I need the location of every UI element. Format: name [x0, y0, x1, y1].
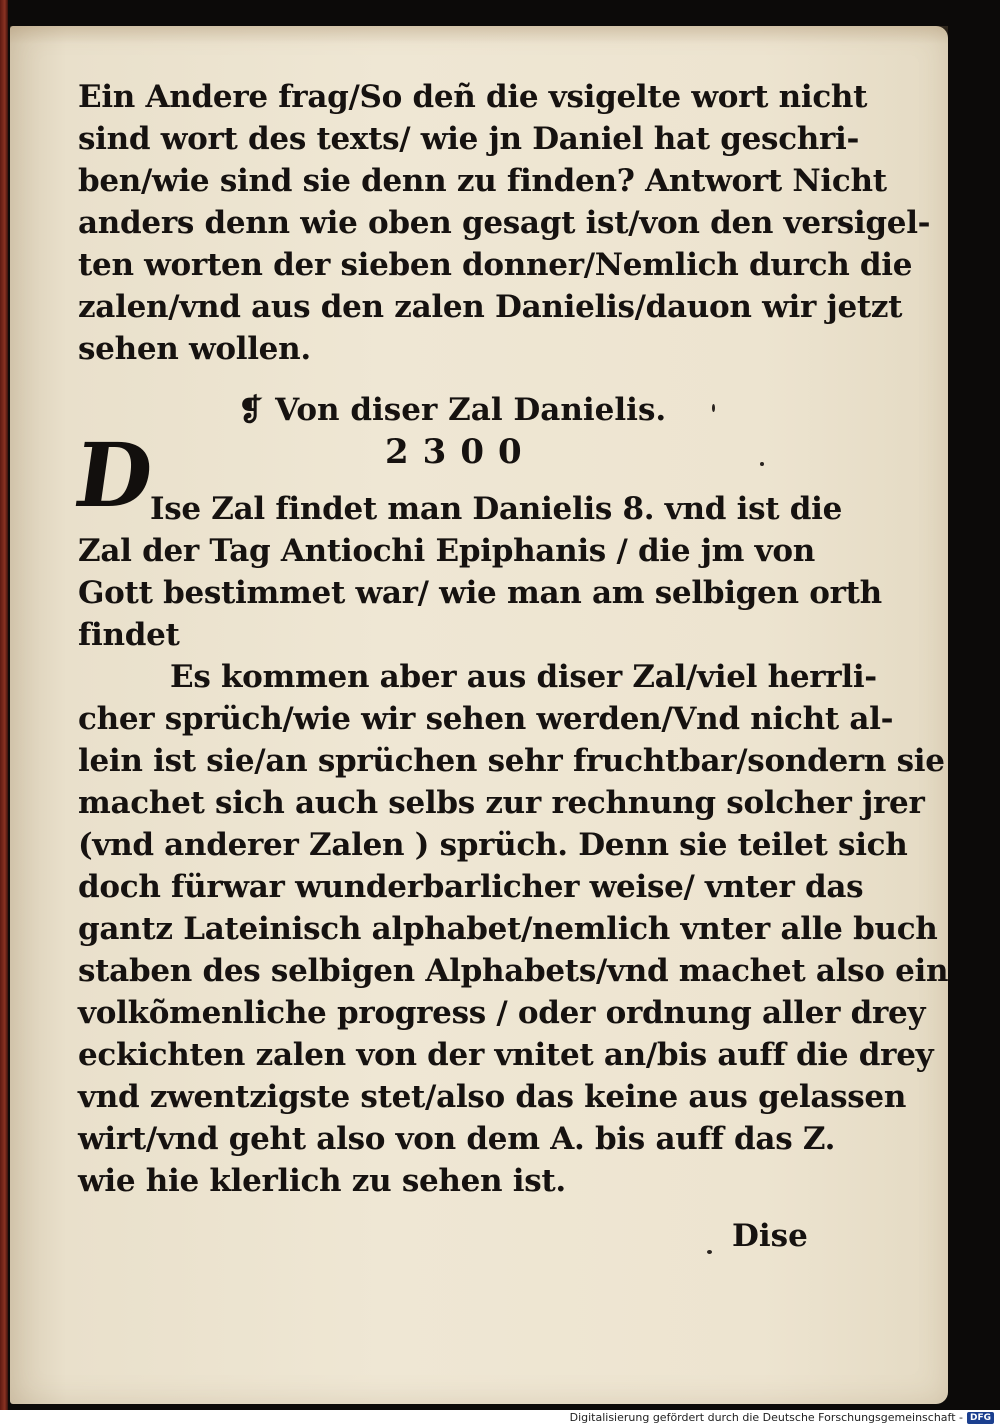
text-line: wirt/vnd geht also von dem A. bis auff das Z.	[78, 1121, 836, 1157]
text-line: (vnd anderer Zalen ) sprüch. Denn sie teilet sich	[78, 827, 908, 863]
text-line: machet sich auch selbs zur rechnung solcher jrer	[78, 785, 925, 821]
heading-number: 2300	[385, 432, 536, 472]
ink-speck	[707, 1250, 712, 1254]
text-line: lein ist sie/an sprüchen sehr fruchtbar/sondern sie	[78, 743, 945, 779]
paragraph-1	[78, 76, 931, 370]
text-line: Zal der Tag Antiochi Epiphanis / die jm von	[78, 533, 815, 569]
text-line: volkõmenliche progress / oder ordnung aller drey	[78, 995, 926, 1031]
text-line: ben/wie sind sie denn zu finden? Antwort Nicht	[78, 163, 887, 199]
page-stain	[10, 26, 948, 44]
text-line: sind wort des texts/ wie jn Daniel hat geschri-	[78, 121, 860, 157]
text-line: staben des selbigen Alphabets/vnd machet also ein	[78, 953, 949, 989]
text-line: Ise Zal findet man Danielis 8. vnd ist die	[150, 491, 843, 527]
text-line: doch fürwar wunderbarlicher weise/ vnter das	[78, 869, 864, 905]
paragraph-3	[78, 656, 949, 1202]
book-edge	[0, 0, 8, 1410]
text-line: ten worten der sieben donner/Nemlich durch die	[78, 247, 913, 283]
text-line: anders denn wie oben gesagt ist/von den versigel-	[78, 205, 931, 241]
text-line: wie hie klerlich zu sehen ist.	[78, 1163, 566, 1199]
text-line: Gott bestimmet war/ wie man am selbigen orth	[78, 575, 882, 611]
ink-speck	[712, 404, 715, 412]
ink-speck	[760, 462, 764, 466]
paragraph-2	[78, 488, 882, 656]
text-line: eckichten zalen von der vnitet an/bis auff die drey	[78, 1037, 934, 1073]
paragraph-mark-icon: ❡	[238, 393, 264, 428]
text-line: cher sprüch/wie wir sehen werden/Vnd nicht al-	[78, 701, 894, 737]
text-line: vnd zwentzigste stet/also das keine aus gelassen	[78, 1079, 907, 1115]
decorated-initial: D	[68, 423, 160, 527]
footer-credit	[570, 1410, 994, 1425]
text-line: Es kommen aber aus diser Zal/viel herrli-	[170, 659, 877, 695]
footer-text: Digitalisierung gefördert durch die Deutsche Forschungsgemeinschaft -	[569, 1411, 963, 1424]
text-line: gantz Lateinisch alphabet/nemlich vnter alle buch	[78, 911, 938, 947]
section-heading	[238, 392, 718, 428]
catchword: Dise	[732, 1218, 808, 1254]
text-line: Ein Andere frag/So deñ die vsigelte wort nicht	[78, 79, 868, 115]
heading-text: Von diser Zal Danielis.	[275, 392, 667, 428]
text-line: sehen wollen.	[78, 331, 311, 367]
dfg-logo: DFG	[967, 1412, 994, 1424]
text-line: zalen/vnd aus den zalen Danielis/dauon wir jetzt	[78, 289, 903, 325]
text-line: findet	[78, 617, 180, 653]
